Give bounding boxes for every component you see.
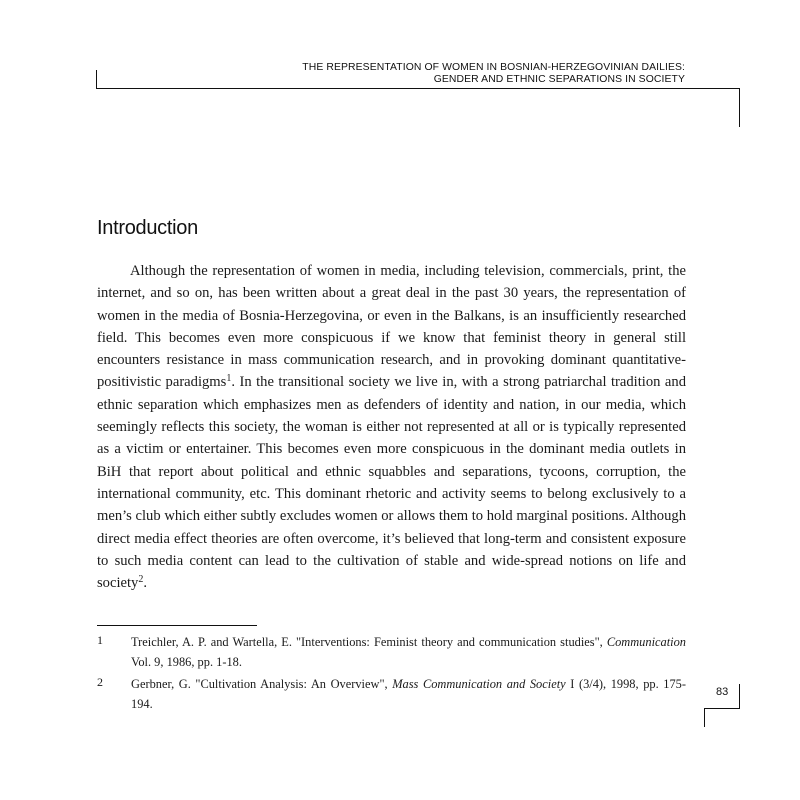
footnotes <box>97 632 686 716</box>
footnote-text-end: Vol. 9, 1986, pp. 1-18. <box>131 655 242 669</box>
footnote-2 <box>97 674 686 714</box>
body-paragraph <box>97 260 686 594</box>
footnote-number: 2 <box>97 675 103 689</box>
footnote-ref-2[interactable]: 2 <box>138 574 144 586</box>
header-rule-right-tick <box>739 88 740 127</box>
footnote-text: Gerbner, G. "Cultivation Analysis: An Overview", <box>131 677 393 691</box>
paragraph-text-3: . <box>143 575 147 592</box>
footnote-1 <box>97 632 686 672</box>
footnote-ref-1[interactable]: 1 <box>226 373 232 385</box>
running-header-line-1: THE REPRESENTATION OF WOMEN IN BOSNIAN-HERZEGOVINIAN DAILIES: <box>302 62 685 73</box>
running-header <box>302 62 685 86</box>
header-rule <box>96 88 740 89</box>
page-number-rule-left-tick <box>704 708 705 727</box>
paragraph-text-2: . In the transitional society we live in, with a strong patriarchal tradition and ethnic separation which emphasizes men as defenders of identity and nation, in our media, which seemingly reflects this society, the woman is either not represented at all or is typically represented as a victim or entertainer. This becomes even more conspicuous in the dominant media outlets in BiH that report about political and ethnic squabbles and separations, tycoons, corruption, the international community, etc. This dominant rhetoric and activity seems to belong exclusively to a men’s club which either subtly excludes women or allows them to hold marginal positions. Although direct media effect theories are often overcome, it’s believed that long-term and consistent exposure to such media content can lead to the cultivation of stable and wide-spread notions on life and society <box>97 374 686 592</box>
section-heading: Introduction <box>97 217 198 239</box>
header-rule-left-tick <box>96 70 97 89</box>
paragraph-text-1: Although the representation of women in media, including television, commercials, print, the internet, and so on, has been written about a great deal in the past 30 years, the representation of women in the media of Bosnia-Herzegovina, or even in the Balkans, is an insufficiently researched field. This becomes even more conspicuous if we know that feminist theory in general still encounters resistance in mass communication research, and in provoking dominant quantitative-positivistic paradigms <box>97 263 686 391</box>
page-number-rule-vertical <box>739 684 740 708</box>
footnote-text: Treichler, A. P. and Wartella, E. "Interventions: Feminist theory and communication studies", <box>131 635 607 649</box>
page-number-rule-horizontal <box>704 708 740 709</box>
footnote-journal-title: Mass Communication and Society <box>392 677 566 691</box>
footnote-text-end: I (3/4), 1998, pp. 175-194. <box>131 677 686 711</box>
page-number: 83 <box>716 686 729 698</box>
footnote-separator <box>97 625 257 626</box>
footnote-journal-title: Communication <box>606 635 686 649</box>
footnote-number: 1 <box>97 633 103 647</box>
running-header-line-2: GENDER AND ETHNIC SEPARATIONS IN SOCIETY <box>433 74 685 85</box>
